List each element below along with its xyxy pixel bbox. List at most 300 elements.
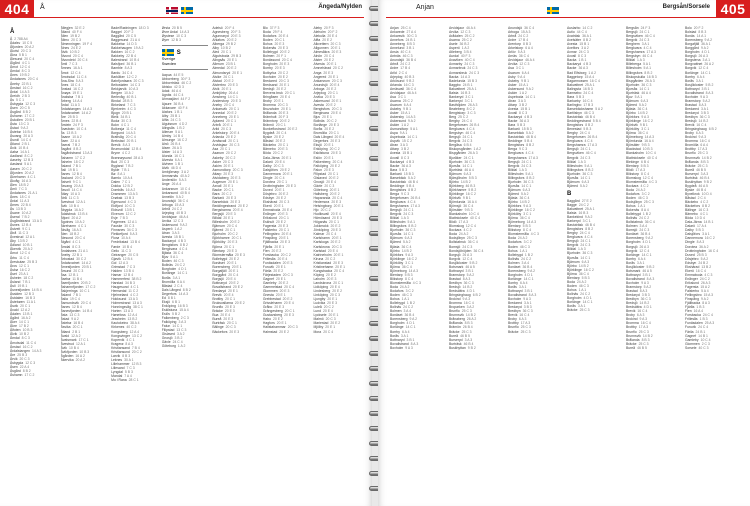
place-name: Bjärred — [567, 183, 578, 188]
place-name: Hjelmeland — [111, 293, 129, 298]
place-name: Borrby — [262, 66, 273, 71]
place-name: Borås — [685, 78, 694, 83]
grid-reference: 20 C 3 — [73, 268, 84, 273]
place-name: Bergsviken — [626, 34, 643, 39]
grid-reference: 20 E 1 — [279, 82, 290, 87]
place-name: Borås — [313, 127, 323, 132]
grid-reference: 8 C 4 — [523, 228, 532, 233]
grid-reference: 5 B 2 — [468, 187, 477, 192]
grid-reference: 17 A 3 — [635, 167, 645, 172]
place-name: Dingle — [685, 240, 695, 245]
index-column — [390, 26, 445, 498]
place-name: Böda — [262, 151, 271, 156]
grid-reference: 3 C 1 — [464, 98, 473, 103]
place-name: Bringsinghaug — [685, 127, 707, 132]
grid-reference: 25 C 3 — [466, 236, 477, 241]
place-name: Borlänge — [508, 276, 522, 281]
place-name: Brottby — [508, 321, 519, 326]
place-name: Brevik — [212, 293, 222, 298]
grid-reference: 14 A 3 — [460, 74, 470, 79]
place-name: Halden — [111, 268, 122, 273]
grid-reference: 3 B 2 — [401, 147, 409, 152]
place-name: Bolmen — [626, 224, 638, 229]
grid-reference: 5 A 2 — [408, 175, 416, 180]
place-name: Eksjö — [161, 299, 171, 304]
place-name: Bollebygd — [212, 256, 228, 261]
grid-reference: 5 A 2 — [700, 256, 709, 261]
grid-reference: 17 B 2 — [18, 324, 29, 329]
grid-reference: 14 B 2 — [578, 263, 589, 268]
place-name: Ådalsbruk — [60, 212, 76, 217]
grid-reference: 20 E 1 — [331, 236, 342, 241]
grid-reference: 20 C 4 — [74, 236, 85, 241]
place-name: Björneborg — [390, 268, 407, 273]
place-name: Åsen — [10, 364, 18, 369]
grid-reference: 4 C 4 — [584, 235, 593, 240]
grid-reference: 20 C 2 — [21, 166, 32, 171]
place-name: Bramstorp — [449, 272, 465, 277]
place-name: Åsvik — [10, 304, 19, 309]
place-name: Ånes — [10, 73, 18, 78]
grid-reference: 13 B 3 — [15, 206, 26, 211]
grid-reference: 24 C 1 — [521, 159, 532, 164]
grid-reference: 20 E 4 — [283, 301, 294, 306]
grid-reference: 25 C 2 — [461, 38, 472, 43]
grid-reference: 20 E 2 — [332, 289, 343, 294]
place-name: Brämhult — [262, 115, 277, 120]
grid-reference: 30 C 3 — [124, 224, 135, 229]
grid-reference: 6 A 4 — [520, 280, 528, 285]
grid-reference: 42 D 3 — [173, 85, 184, 90]
place-name: Brevens bruk — [262, 90, 283, 95]
place-name: Björkfors — [390, 252, 404, 257]
place-name: Brunflo — [449, 309, 460, 314]
place-name: Bjursås — [390, 232, 402, 237]
grid-reference: 8 A 3 — [125, 341, 133, 346]
grid-reference: 9 B 1 — [521, 78, 530, 83]
grid-reference: 12 C 4 — [639, 248, 650, 253]
place-name: Bonässund — [262, 58, 280, 63]
grid-reference: 20 E 2 — [279, 119, 290, 124]
place-name: Fellingsbro — [685, 293, 702, 298]
grid-reference: 20 E 2 — [273, 268, 284, 273]
grid-reference: 20 E 2 — [278, 280, 289, 285]
grid-reference: 14 A 2 — [81, 110, 91, 115]
grid-reference: 20 E 1 — [281, 155, 292, 160]
place-name: Bureå — [626, 345, 636, 350]
grid-reference: 5 B 3 — [404, 272, 413, 277]
place-name: Linköping — [313, 293, 328, 298]
grid-reference: 36 A 3 — [519, 119, 529, 124]
place-name: Ålvik — [10, 332, 18, 337]
place-name: Anneberg — [212, 115, 228, 120]
place-name: Brunnsvik — [626, 333, 641, 338]
grid-reference: 26 B 4 — [170, 141, 181, 146]
place-name: Karlstad — [313, 248, 326, 253]
place-name: Brunflo — [626, 329, 637, 334]
place-name: Beddinge — [508, 139, 523, 144]
grid-reference: 20 A 2 — [24, 170, 35, 175]
place-name: Bengtsfors — [313, 106, 330, 111]
place-name: Almundsryd — [212, 70, 231, 75]
place-name: Billdal — [212, 216, 222, 221]
grid-reference: 5 A 1 — [584, 163, 592, 168]
grid-reference: 11 A 3 — [70, 102, 80, 107]
grid-reference: 8 A 3 — [528, 293, 537, 298]
place-name: Bømlo — [111, 175, 121, 180]
grid-reference: 24 C 2 — [403, 305, 414, 310]
grid-reference: 20 E 1 — [327, 297, 338, 302]
place-name: Ørsta — [161, 26, 171, 30]
grid-reference: 46 C 3 — [401, 293, 412, 298]
place-name: Åsnes — [60, 305, 71, 310]
grid-reference: 20 C 1 — [327, 90, 338, 95]
place-name: Arbrå — [161, 206, 171, 211]
place-name: Bergåsa — [449, 143, 462, 148]
place-name: Ållen — [60, 34, 69, 39]
place-name: Ekerö — [262, 204, 272, 209]
grid-reference: 20 A 2 — [23, 247, 33, 252]
grid-reference: 20 E 3 — [277, 212, 288, 217]
grid-reference: 36 C 4 — [578, 271, 589, 276]
grid-reference: 10 C 5 — [22, 41, 33, 46]
grid-reference: 20 E 4 — [323, 309, 333, 314]
place-name: Annelund — [390, 46, 405, 51]
header-rule — [386, 17, 716, 18]
grid-reference: 14 A 1 — [696, 34, 707, 39]
place-name: Botkyrka — [262, 70, 277, 75]
letter-heading: Å — [10, 29, 15, 35]
place-name: Bredsättra — [449, 289, 465, 294]
grid-reference: 46 A 5 — [698, 183, 708, 188]
grid-reference: 6 A 3 — [581, 179, 590, 184]
place-name: Bollnäs — [161, 263, 173, 268]
grid-reference: 3 A 1 — [400, 333, 409, 338]
grid-reference: 17 A 3 — [587, 143, 597, 148]
grid-reference: 13 C 2 — [132, 333, 143, 338]
place-name: Askeby — [390, 106, 402, 111]
place-name: Årnes — [60, 119, 70, 124]
place-name: Bergkvara — [626, 46, 642, 51]
place-name: Bovallstrand — [685, 90, 704, 95]
grid-reference: 12 C 2 — [125, 212, 136, 217]
grid-reference: 20 C 4 — [125, 135, 136, 140]
grid-reference: 1 B 1 — [578, 58, 587, 63]
place-name: Bakvattnet — [449, 86, 466, 91]
place-name: Åtrå — [60, 195, 67, 200]
place-name: Hudiksvall — [313, 212, 329, 217]
grid-reference: 14 C 1 — [172, 324, 183, 329]
place-name: Björklinge — [567, 267, 582, 272]
place-name: Asarna — [390, 98, 401, 103]
grid-reference: 8 A 3 — [410, 341, 419, 346]
place-name: Åstebø — [10, 130, 21, 135]
grid-reference: 23 A 1 — [18, 271, 29, 276]
place-name: Falkenberg — [161, 316, 179, 320]
place-name: Bastuträsk — [508, 135, 525, 140]
grid-reference: 5 A 1 — [634, 94, 643, 99]
place-name: Blomstermåla — [212, 252, 234, 257]
grid-reference: 36 C 3 — [463, 280, 474, 285]
place-name: Bredbyn — [508, 309, 521, 314]
place-name: Bergkvara — [508, 151, 524, 156]
grid-reference: 46 B 4 — [696, 187, 707, 192]
place-name: Asker — [212, 159, 221, 164]
grid-reference: 5 A 2 — [643, 285, 652, 289]
place-name: Bergshamra — [212, 208, 231, 213]
place-name: Brastad — [685, 102, 697, 107]
place-name: Ekshärad — [262, 200, 278, 205]
place-name: Ållmo — [60, 38, 70, 43]
grid-reference: 8 B 2 — [585, 167, 594, 172]
place-name: Bredbyn — [449, 280, 462, 285]
place-name: Åvestrud — [60, 200, 74, 205]
grid-reference: 20 E 2 — [271, 248, 282, 253]
grid-reference: 4 B 3 — [524, 115, 533, 120]
grid-reference: 29 F 4 — [272, 30, 283, 35]
grid-reference: 3 B 1 — [406, 46, 415, 51]
grid-reference: 20 C 4 — [274, 175, 285, 180]
grid-reference: 13 C 3 — [176, 328, 187, 333]
country-section-break — [162, 45, 209, 70]
place-name: Alsike — [212, 74, 222, 79]
grid-reference: 20 E 3 — [331, 200, 342, 205]
place-name: Ankarsrum — [161, 186, 179, 191]
grid-reference: 46 B 5 — [460, 333, 470, 338]
place-name: Falun — [161, 324, 171, 329]
place-name: Aapua — [161, 73, 172, 78]
place-name: Åsbygda — [10, 101, 24, 106]
place-name: Blentarp — [567, 275, 580, 280]
place-name: Bärnebo — [262, 147, 276, 152]
place-name: Bergsjö — [567, 239, 579, 244]
place-name: Anundsjö — [313, 82, 328, 87]
grid-reference: 20 C 4 — [276, 131, 287, 136]
place-name: Bergeforsen — [567, 135, 586, 140]
place-name: Bergshamra — [508, 155, 527, 160]
grid-reference: 13 C 3 — [18, 121, 29, 126]
place-name: Bredsand — [262, 82, 278, 87]
place-name: Billingsfors — [508, 175, 525, 180]
grid-reference: 9 A 3 — [698, 135, 707, 140]
place-name: Arjeplog — [390, 74, 403, 79]
place-name: Ålvik — [60, 50, 68, 55]
place-name: Grisslehamn — [262, 301, 282, 306]
place-name: Asby — [508, 74, 516, 79]
place-name: Ammarnäs — [161, 174, 179, 179]
grid-reference: 16 C 2 — [124, 50, 135, 55]
grid-reference: 20 C 3 — [324, 183, 335, 188]
grid-reference: 5 B 3 — [576, 94, 585, 99]
place-name: Beateberg — [449, 106, 465, 111]
grid-reference: 20 E 2 — [228, 280, 239, 285]
grid-reference: 20 E 3 — [230, 200, 241, 205]
grid-reference: 14 C 1 — [580, 255, 591, 260]
place-name: Annelöv — [161, 194, 174, 199]
place-name: Enköping — [313, 147, 328, 152]
grid-reference: 10 B 4 — [129, 58, 140, 63]
grid-reference: 28 B 3 — [122, 98, 133, 103]
place-name: Sorsele — [685, 345, 697, 350]
place-name: Åfjord — [60, 216, 70, 221]
place-name: Asmundtorp — [212, 167, 231, 172]
place-name: Borås — [626, 260, 635, 265]
grid-reference: 20 C 1 — [224, 244, 235, 249]
place-name: Brånaberg — [449, 317, 465, 322]
grid-reference: 20 E 1 — [223, 216, 234, 221]
grid-reference: 3 A 2 — [581, 46, 589, 51]
grid-reference: 12 A 1 — [75, 200, 86, 205]
place-name: Ljungby — [313, 297, 326, 302]
grid-reference: 4 D 1 — [178, 267, 187, 272]
place-name: Billesholm — [626, 66, 642, 71]
grid-reference: 14 C 1 — [521, 183, 532, 188]
grid-reference: 1 A 2 — [588, 70, 596, 75]
place-name: Åsen — [60, 139, 69, 144]
place-name: Alvik — [161, 166, 169, 171]
grid-reference: 10 D 4 — [701, 191, 712, 196]
place-name: Attarp — [390, 147, 400, 152]
place-name: Gagnef — [262, 276, 275, 281]
grid-reference: 6 B 4 — [641, 159, 649, 164]
grid-reference: 20 C 3 — [71, 38, 82, 43]
grid-reference: 20 C 3 — [331, 106, 342, 111]
grid-reference: 8 B 2 — [583, 38, 591, 43]
grid-reference: 20 E 1 — [276, 321, 287, 326]
grid-reference: 40 B 4 — [179, 190, 190, 195]
index-entry — [313, 330, 360, 334]
place-name: Björbo — [449, 179, 459, 184]
grid-reference: 29 B 3 — [231, 54, 242, 59]
grid-reference: 24 C 4 — [583, 90, 594, 95]
grid-reference: 5 B 3 — [399, 167, 408, 172]
place-name: Degerfors — [313, 139, 329, 144]
grid-reference: 20 C 3 — [74, 175, 85, 180]
grid-reference: 20 E 3 — [330, 228, 341, 233]
place-name: Åmot — [60, 70, 69, 75]
place-name: Åsheim — [60, 159, 72, 164]
place-name: Glommen — [262, 289, 278, 294]
index-entry — [685, 346, 740, 350]
grid-reference: 16 C 4 — [696, 123, 707, 128]
grid-reference: 20 E 2 — [223, 78, 234, 83]
place-name: Brastad — [449, 276, 461, 281]
grid-reference: 13 B 4 — [130, 240, 140, 245]
grid-reference: 5 A 2 — [595, 106, 603, 111]
grid-reference: 15 A 4 — [179, 307, 189, 312]
place-name: Bjerkreim — [111, 106, 126, 111]
place-name: Kragerø — [111, 341, 124, 346]
grid-reference: 20 C 2 — [329, 147, 340, 152]
place-name: Borgholm — [161, 267, 177, 272]
place-name: Bergby — [449, 119, 460, 124]
place-name: Barkåker — [111, 74, 125, 79]
grid-reference: 20 E 3 — [227, 82, 238, 87]
place-name: Borlänge — [626, 252, 640, 257]
place-name: Erikslund — [262, 216, 277, 221]
place-name: Färila — [262, 268, 272, 273]
place-name: Bjurholm — [567, 171, 581, 176]
left-page — [0, 0, 372, 506]
place-name: Backe — [390, 163, 400, 168]
place-name: Aplared — [212, 119, 224, 124]
place-name: Falun — [313, 167, 322, 172]
place-name: Bosjökloster — [685, 82, 704, 87]
place-name: Broby — [508, 317, 517, 322]
place-name: Billingsfors — [567, 167, 584, 172]
grid-reference: 20 E 2 — [234, 301, 245, 306]
place-name: Eslöv — [313, 155, 322, 160]
place-name: Gnesta — [262, 293, 274, 298]
grid-reference: 20 E 3 — [274, 305, 285, 310]
place-name: Avesta — [390, 151, 401, 156]
place-name: Algutsboda — [212, 54, 230, 59]
place-name: Flen — [262, 248, 270, 253]
place-name: Bomsjö — [626, 228, 638, 233]
place-name: Øyer — [161, 38, 170, 43]
grid-reference: 3 C 1 — [582, 219, 591, 224]
place-name: Åkvåg — [10, 178, 20, 183]
grid-reference: 19 B 2 — [70, 34, 80, 39]
place-name: Bramstorp — [626, 285, 642, 289]
place-name: Bjärred — [390, 240, 401, 245]
place-name: Bredaryd — [626, 293, 640, 298]
grid-reference: 20 C 3 — [331, 244, 342, 249]
place-name: Åmnes — [60, 66, 72, 71]
grid-reference: 8 B 2 — [585, 123, 594, 128]
place-name: Åvatsmark — [60, 337, 77, 342]
place-name: Ågård — [10, 316, 20, 321]
place-name: Ålvund — [60, 54, 71, 59]
grid-reference: 17 A 3 — [528, 155, 538, 160]
grid-reference: 5 A 1 — [170, 255, 178, 260]
grid-reference: 40 F 3 — [460, 54, 471, 59]
place-name: Bonäset — [390, 313, 403, 318]
place-name: Bottnaryd — [685, 86, 700, 91]
grid-reference: 8 B 3 — [122, 353, 131, 358]
grid-reference: 20 C 1 — [274, 38, 285, 43]
grid-reference: 17 C 1 — [78, 337, 89, 342]
place-name: Bakken — [111, 50, 123, 55]
place-name: Ågotnes — [60, 220, 74, 225]
grid-reference: 22 A 4 — [19, 364, 30, 369]
place-name: Åvik — [60, 204, 67, 209]
place-name: Boda — [390, 285, 398, 289]
grid-reference: 20 E 1 — [323, 143, 334, 148]
place-name: Gråbo — [262, 305, 273, 310]
grid-reference: 20 C 1 — [278, 143, 289, 148]
place-name: Brottby — [685, 147, 696, 152]
place-name: Bonäset — [626, 232, 639, 237]
place-name: Boden — [567, 283, 577, 288]
grid-reference: 5 A 3 — [129, 232, 138, 237]
place-name: Å — [10, 37, 13, 41]
grid-reference: 7 C 3 — [126, 365, 135, 370]
place-name: Brokind — [449, 297, 461, 302]
grid-reference: 20 E 3 — [277, 147, 288, 152]
place-name: Ågården — [60, 353, 74, 358]
grid-reference: 25 C 2 — [402, 98, 413, 103]
grid-reference: 25 C 3 — [643, 200, 654, 205]
place-name: Arvidsjaur — [390, 90, 406, 95]
grid-reference: 12 A 1 — [127, 220, 137, 225]
grid-reference: 4 C 1 — [27, 174, 36, 179]
grid-reference: 11 C 3 — [68, 195, 79, 200]
place-name: Bergsjö — [567, 147, 579, 152]
place-name: Bjuv — [161, 255, 169, 260]
place-name: Åvikfjorden — [60, 349, 78, 354]
grid-reference: 7 B 1 — [22, 279, 31, 284]
